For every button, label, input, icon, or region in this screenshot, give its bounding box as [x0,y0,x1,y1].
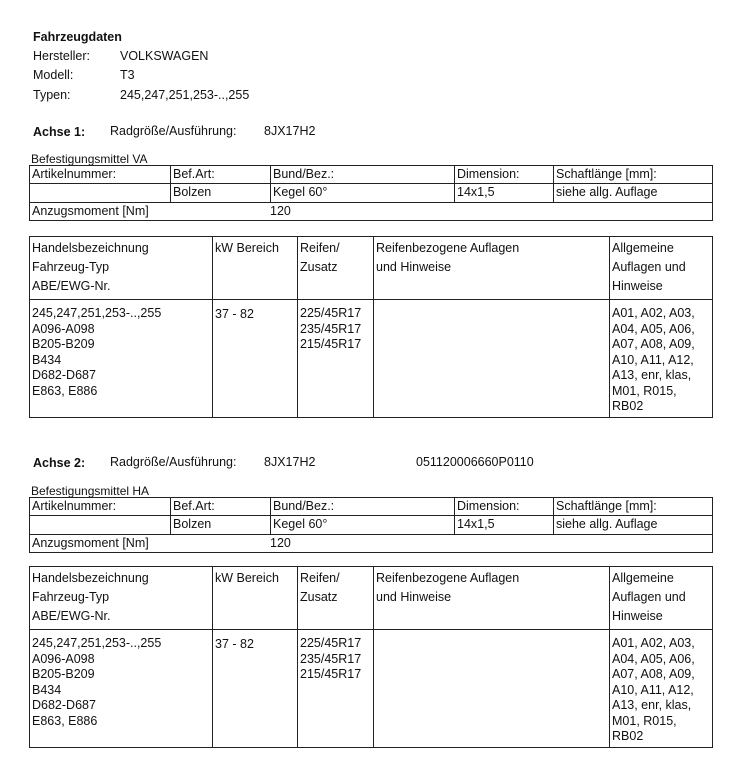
fastening-header-dimension: Dimension: [455,166,554,184]
fastening-header-shaft: Schaftlänge [mm]: [554,166,713,184]
manufacturer-value: VOLKSWAGEN [120,49,209,63]
header-tyre-notes: Reifenbezogene Auflagen und Hinweise [374,237,610,300]
fastening-header-dimension: Dimension: [455,498,554,516]
types-value: 245,247,251,253-..,255 [120,88,250,102]
torque-value: 120 [270,204,291,218]
header-tyres: Reifen/ Zusatz [298,237,374,300]
fastening-header-article: Artikelnummer: [30,498,171,516]
fastening-value-shaft: siehe allg. Auflage [554,516,713,535]
fastening-value-dimension: 14x1,5 [455,516,554,535]
axle-1-size-label: Radgröße/Ausführung: [110,124,237,138]
model-label: Modell: [33,68,74,82]
axle-1-label: Achse 1: [33,125,86,139]
fastening-value-type: Bolzen [171,516,271,535]
torque-row [30,535,713,553]
torque-value: 120 [270,536,291,550]
manufacturer-label: Hersteller: [33,49,90,63]
header-designation: Handelsbezeichnung Fahrzeug-Typ ABE/EWG-Nr. [30,237,213,300]
model-value: T3 [120,68,135,82]
axle-2-label: Achse 2: [33,456,86,470]
header-designation: Handelsbezeichnung Fahrzeug-Typ ABE/EWG-Nr. [30,567,213,630]
fastening-header-type: Bef.Art: [171,166,271,184]
vehicle-data-heading: Fahrzeugdaten [33,30,122,44]
axle-2-fastening-table [29,497,713,553]
axle-2-size-label: Radgröße/Ausführung: [110,455,237,469]
general-notes-cell: A01, A02, A03, A04, A05, A06, A07, A08, A09, A10, A11, A12, A13, enr, klas, M01, R015, RB02 [610,630,713,748]
fastening-header-article: Artikelnummer: [30,166,171,184]
general-notes-cell: A01, A02, A03, A04, A05, A06, A07, A08, A09, A10, A11, A12, A13, enr, klas, M01, R015, RB02 [610,300,713,418]
axle-1-size-value: 8JX17H2 [264,124,316,138]
header-general: Allgemeine Auflagen und Hinweise [610,567,713,630]
header-kw: kW Bereich [213,567,298,630]
tyre-notes-cell [374,630,610,748]
designation-cell: 245,247,251,253-..,255 A096-A098 B205-B209 B434 D682-D687 E863, E886 [30,300,213,418]
header-tyres: Reifen/ Zusatz [298,567,374,630]
fastening-value-collar: Kegel 60° [271,184,455,203]
tyre-notes-cell [374,300,610,418]
axle-2-size-value: 8JX17H2 [264,455,316,469]
designation-cell: 245,247,251,253-..,255 A096-A098 B205-B209 B434 D682-D687 E863, E886 [30,630,213,748]
fastening-value-collar: Kegel 60° [271,516,455,535]
fastening-value-article [30,516,171,535]
tyres-cell: 225/45R17 235/45R17 215/45R17 [298,300,374,418]
torque-label: Anzugsmoment [Nm] [32,204,149,218]
fastening-header-shaft: Schaftlänge [mm]: [554,498,713,516]
axle-2-extra-code: 051120006660P0110 [416,455,534,469]
header-tyre-notes: Reifenbezogene Auflagen und Hinweise [374,567,610,630]
axle-1-fastening-table [29,165,713,221]
header-kw: kW Bereich [213,237,298,300]
tyres-cell: 225/45R17 235/45R17 215/45R17 [298,630,374,748]
fastening-value-dimension: 14x1,5 [455,184,554,203]
fastening-header-collar: Bund/Bez.: [271,166,455,184]
axle-1-fastening-caption: Befestigungsmittel VA [31,152,148,166]
fastening-header-collar: Bund/Bez.: [271,498,455,516]
fastening-header-type: Bef.Art: [171,498,271,516]
fastening-value-article [30,184,171,203]
kw-range-cell: 37 - 82 [213,300,298,418]
fastening-value-shaft: siehe allg. Auflage [554,184,713,203]
kw-range-cell: 37 - 82 [213,630,298,748]
axle-1-approval-table [29,236,713,418]
torque-row [30,203,713,221]
torque-label: Anzugsmoment [Nm] [32,536,149,550]
axle-2-approval-table [29,566,713,748]
types-label: Typen: [33,88,71,102]
axle-2-fastening-caption: Befestigungsmittel HA [31,484,150,498]
fastening-value-type: Bolzen [171,184,271,203]
header-general: Allgemeine Auflagen und Hinweise [610,237,713,300]
